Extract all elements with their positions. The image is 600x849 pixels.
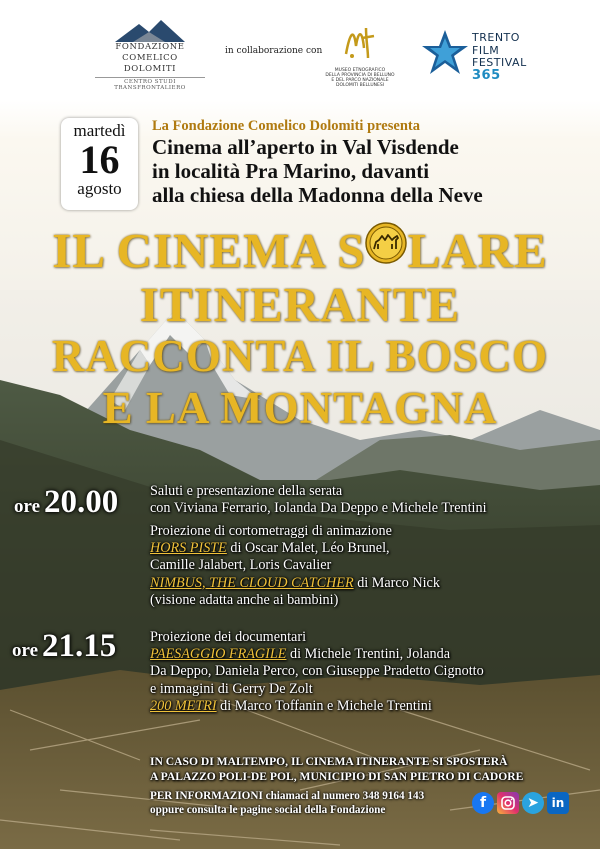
festival-line4: 365 [472, 67, 501, 83]
film-title-nimbus: NIMBUS, THE CLOUD CATCHER [150, 574, 354, 591]
schedule-2-docs [150, 629, 484, 715]
fondazione-name-line2: COMELICO DOLOMITI [122, 53, 178, 74]
time2-prefix: ore [12, 640, 39, 661]
film-credit-hors-piste: di Oscar Malet, Léo Brunel, [226, 540, 390, 557]
schedule-1-films-line-5: (visione adatta anche ai bambini) [150, 591, 339, 608]
schedule-2-line-2 [150, 646, 484, 663]
festival-line1: TRENTO [472, 31, 520, 44]
time-20-00 [14, 484, 118, 521]
telegram-icon[interactable]: ➤ [522, 792, 544, 814]
weather-line-2: A PALAZZO POLI-DE POL, MUNICIPIO DI SAN PIETRO DI CADORE [150, 770, 524, 783]
fondazione-comelico-logo [95, 20, 205, 91]
title-line-2: ITINERANTE [139, 277, 461, 332]
title-line-3: RACCONTA IL BOSCO [51, 331, 549, 381]
facebook-icon[interactable]: f [472, 792, 494, 814]
schedule-1-films-line-1: Proiezione di cortometraggi di animazione [150, 523, 392, 539]
time2-value: 21.15 [42, 628, 117, 664]
museo-line1: MUSEO ETNOGRAFICO [334, 68, 386, 73]
date-month: agosto [77, 179, 122, 198]
social-icons [472, 792, 569, 814]
time1-prefix: ore [14, 496, 41, 517]
title-line-1-start: IL CINEMA S [52, 223, 366, 278]
event-date-box [61, 118, 138, 210]
schedule-1-intro [150, 483, 487, 517]
date-day: 16 [79, 137, 120, 182]
instagram-icon[interactable] [497, 792, 519, 814]
schedule-2-line-5 [150, 698, 484, 715]
event-intro [152, 135, 592, 207]
schedule-1-films-line-2 [150, 540, 440, 557]
contact-info [150, 789, 424, 817]
contact-line-1: PER INFORMAZIONI chiamaci al numero 348 9164 143 [150, 790, 425, 802]
film-credit-200-metri: di Marco Toffanin e Michele Trentini [216, 697, 432, 714]
film-title-hors-piste: HORS PISTE [150, 540, 227, 557]
museo-line3: E DEL PARCO NAZIONALE [331, 78, 389, 83]
weather-notice [150, 754, 523, 784]
intro-line-3: alla chiesa della Madonna della Neve [152, 183, 483, 207]
museum-mark-icon [340, 22, 380, 62]
film-credit-paesaggio-fragile: di Michele Trentini, Jolanda [286, 646, 451, 663]
schedule-2-line-4: e immagini di Gerry De Zolt [150, 680, 313, 697]
fondazione-subtitle: CENTRO STUDI TRANSFRONTALIERO [95, 77, 205, 91]
intro-line-1: Cinema all’aperto in Val Visdende [152, 135, 459, 159]
presenter-line: La Fondazione Comelico Dolomiti presenta [152, 118, 420, 134]
time-21-15 [12, 628, 116, 665]
museo-line4: DOLOMITI BELLUNESI [335, 83, 385, 88]
collaboration-text: in collaborazione con [225, 46, 323, 56]
schedule-1-films-line-3: Camille Jalabert, Loris Cavalier [150, 557, 332, 574]
festival-star-icon [420, 28, 470, 80]
title-line-1-end: LARE [407, 223, 548, 278]
weather-line-1: IN CASO DI MALTEMPO, IL CINEMA ITINERANTE SI SPOSTERÀ [150, 755, 508, 768]
title-line-4: E LA MONTAGNA [102, 383, 498, 433]
trento-film-festival-logo [420, 28, 540, 98]
film-credit-nimbus: di Marco Nick [353, 574, 440, 591]
schedule-2-line-1: Proiezione dei documentari [150, 629, 307, 645]
contact-line-2: oppure consulta le pagine social della Fondazione [150, 804, 386, 816]
museo-etnografico-logo [322, 22, 398, 88]
date-weekday: martedì [73, 121, 126, 140]
schedule-1-films [150, 523, 440, 609]
schedule-2-line-3: Da Deppo, Daniela Perco, con Giuseppe Pradetto Cignotto [150, 663, 484, 680]
film-title-paesaggio-fragile: PAESAGGIO FRAGILE [150, 646, 287, 663]
mountain-logo-icon [115, 20, 185, 42]
museo-line2: DELLA PROVINCIA DI BELLUNO [325, 73, 395, 78]
schedule-1-line-1: Saluti e presentazione della serata [150, 483, 343, 499]
festival-line2: FILM [472, 43, 500, 57]
schedule-1-films-line-4 [150, 575, 440, 592]
title-line-1 [0, 222, 600, 279]
film-title-200-metri: 200 METRI [150, 697, 217, 714]
museo-text [322, 68, 398, 88]
time1-value: 20.00 [44, 484, 119, 520]
camel-sun-icon [365, 222, 407, 264]
festival-name [472, 32, 527, 82]
linkedin-icon[interactable]: in [547, 792, 569, 814]
festival-line3: FESTIVAL [472, 56, 527, 69]
fondazione-name-line1: FONDAZIONE [115, 42, 185, 52]
schedule-1-line-2: con Viviana Ferrario, Iolanda Da Deppo e Michele Trentini [150, 500, 487, 517]
intro-line-2: in località Pra Marino, davanti [152, 159, 430, 183]
